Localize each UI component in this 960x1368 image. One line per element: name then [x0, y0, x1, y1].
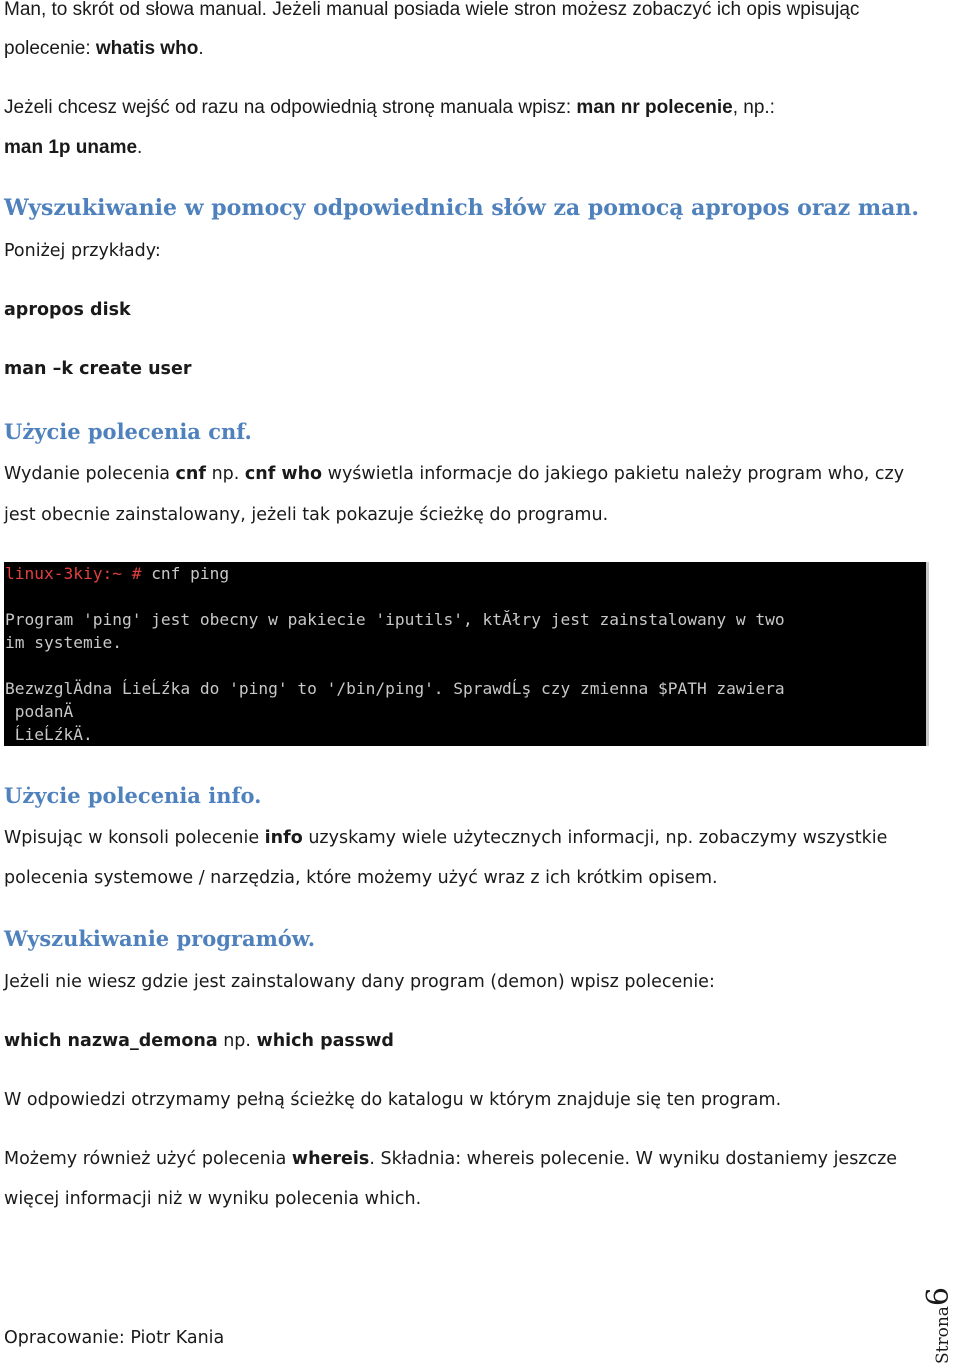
programs-line-3: W odpowiedzi otrzymamy pełną ścieżkę do katalogu w którym znajduje się ten program. — [4, 1090, 782, 1110]
terminal-output-line: ĹieĹźkÄ. — [5, 725, 93, 744]
page-word: Strona — [933, 1305, 954, 1364]
info-text: Wpisując w konsoli polecenie — [4, 828, 265, 848]
page-number — [918, 1285, 960, 1365]
footer-author: Opracowanie: Piotr Kania — [4, 1328, 225, 1348]
terminal-command-line — [5, 562, 229, 585]
command-info: info — [264, 828, 303, 848]
terminal-screenshot — [4, 562, 929, 746]
programs-text: np. — [217, 1031, 257, 1051]
cnf-line-2: jest obecnie zainstalowany, jeżeli tak pokazuje ścieżkę do programu. — [4, 505, 609, 525]
terminal-output-line: podanÄ — [5, 702, 74, 721]
heading-info: Użycie polecenia info. — [4, 783, 262, 808]
heading-cnf: Użycie polecenia cnf. — [4, 419, 252, 444]
terminal-prompt: linux-3kiy:~ # — [5, 564, 152, 583]
intro-line-1: Man, to skrót od słowa manual. Jeżeli manual posiada wiele stron możesz zobaczyć ich opis wpisując — [4, 0, 860, 20]
intro-line-2 — [4, 38, 204, 60]
programs-line-2 — [4, 1031, 394, 1051]
intro-text: , np.: — [732, 97, 775, 118]
page-digit: 6 — [921, 1286, 957, 1306]
intro-text: . — [198, 38, 204, 59]
programs-text: Możemy również użyć polecenia — [4, 1149, 292, 1169]
info-line-2: polecenia systemowe / narzędzia, które możemy użyć wraz z ich krótkim opisem. — [4, 868, 718, 888]
programs-line-5: więcej informacji niż w wyniku polecenia which. — [4, 1189, 422, 1209]
intro-text: polecenie: — [4, 38, 96, 59]
intro-line-3 — [4, 97, 775, 119]
cnf-text: np. — [206, 464, 245, 484]
programs-text: . Składnia: whereis polecenie. W wyniku dostaniemy jeszcze — [369, 1149, 898, 1169]
intro-line-4 — [4, 137, 142, 159]
apropos-text: Poniżej przykłady: — [4, 241, 161, 261]
command-whereis: whereis — [291, 1149, 370, 1169]
cnf-text: wyświetla informacje do jakiego pakietu należy program who, czy — [322, 464, 905, 484]
terminal-output-line: im systemie. — [5, 633, 122, 652]
command-which: which nazwa_demona — [4, 1031, 218, 1051]
apropos-example-1 — [4, 300, 131, 320]
command-man-nr: man nr polecenie — [576, 97, 733, 118]
page-number-label — [922, 1286, 957, 1363]
command-apropos: apropos disk — [4, 300, 131, 320]
command-whatis: whatis who — [95, 38, 199, 59]
command-cnf: cnf — [175, 464, 206, 484]
programs-line-1: Jeżeli nie wiesz gdzie jest zainstalowany dany program (demon) wpisz polecenie: — [4, 972, 715, 992]
cnf-line-1 — [4, 464, 904, 484]
cnf-text: Wydanie polecenia — [4, 464, 176, 484]
heading-programs: Wyszukiwanie programów. — [4, 926, 316, 951]
command-man-uname: man 1p uname — [4, 137, 138, 158]
terminal-output-line: Program 'ping' jest obecny w pakiecie 'iputils', ktĂłry jest zainstalowany w two — [5, 610, 785, 629]
intro-text: . — [137, 137, 143, 158]
command-which-passwd: which passwd — [256, 1031, 394, 1051]
terminal-command: cnf ping — [151, 564, 230, 583]
terminal-output-line: BezwzglÄdna ĹieĹźka do 'ping' to '/bin/ping'. SprawdĹş czy zmienna $PATH zawiera — [5, 679, 785, 698]
apropos-example-2 — [4, 359, 191, 379]
command-man-k: man –k create user — [4, 359, 192, 379]
intro-text: Jeżeli chcesz wejść od razu na odpowiednią stronę manuala wpisz: — [4, 97, 577, 118]
info-text: uzyskamy wiele użytecznych informacji, np. zobaczymy wszystkie — [302, 828, 888, 848]
info-line-1 — [4, 828, 887, 848]
heading-apropos: Wyszukiwanie w pomocy odpowiednich słów za pomocą apropos oraz man. — [4, 195, 920, 221]
command-cnf-who: cnf who — [244, 464, 323, 484]
programs-line-4 — [4, 1149, 897, 1169]
